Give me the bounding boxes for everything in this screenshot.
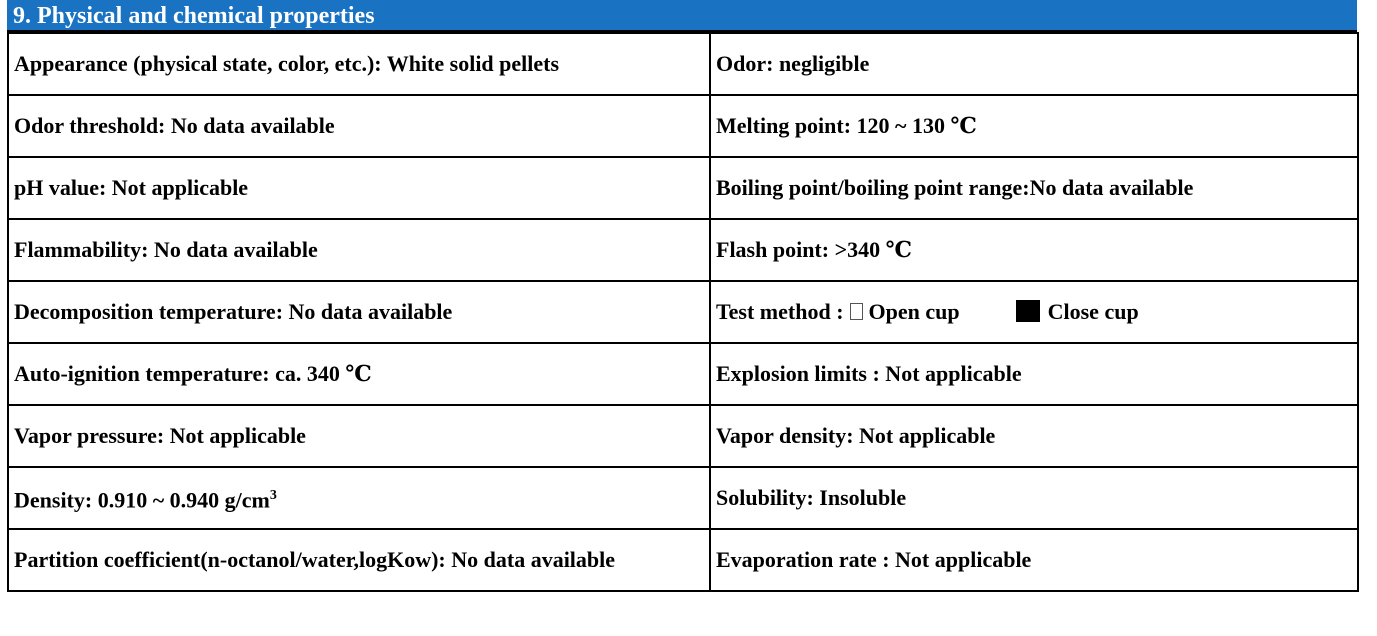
- odor-cell: Odor: negligible: [710, 33, 1358, 95]
- decomposition-temperature-cell: Decomposition temperature: No data available: [8, 281, 710, 343]
- flash-point-cell: Flash point: >340 ℃: [710, 219, 1358, 281]
- table-row: [8, 157, 1358, 219]
- explosion-limits-cell: Explosion limits : Not applicable: [710, 343, 1358, 405]
- properties-table: [7, 32, 1359, 592]
- close-cup-checkbox-icon: [1016, 300, 1040, 322]
- solubility-cell: Solubility: Insoluble: [710, 467, 1358, 529]
- close-cup-label: Close cup: [1047, 299, 1139, 324]
- vapor-pressure-cell: Vapor pressure: Not applicable: [8, 405, 710, 467]
- table-row: [8, 467, 1358, 529]
- sds-section-sheet: [7, 0, 1357, 631]
- odor-threshold-cell: Odor threshold: No data available: [8, 95, 710, 157]
- appearance-cell: Appearance (physical state, color, etc.): White solid pellets: [8, 33, 710, 95]
- partition-coefficient-cell: Partition coefficient(n-octanol/water,logKow): No data available: [8, 529, 710, 591]
- melting-point-cell: Melting point: 120 ~ 130 ℃: [710, 95, 1358, 157]
- table-row: [8, 281, 1358, 343]
- ph-value-cell: pH value: Not applicable: [8, 157, 710, 219]
- density-cell: [8, 467, 710, 529]
- table-row: [8, 529, 1358, 591]
- density-superscript: 3: [269, 487, 277, 503]
- test-method-cell: [710, 281, 1358, 343]
- section-header: [7, 0, 1357, 32]
- boiling-point-cell: Boiling point/boiling point range:No data available: [710, 157, 1358, 219]
- test-method-label: Test method :: [716, 299, 844, 324]
- flammability-cell: Flammability: No data available: [8, 219, 710, 281]
- table-row: [8, 33, 1358, 95]
- table-row: [8, 95, 1358, 157]
- section-title: 9. Physical and chemical properties: [13, 3, 375, 29]
- table-row: [8, 219, 1358, 281]
- table-row: [8, 343, 1358, 405]
- density-label: Density: 0.910 ~ 0.940 g/cm: [14, 487, 270, 513]
- open-cup-checkbox-icon: [850, 303, 863, 320]
- evaporation-rate-cell: Evaporation rate : Not applicable: [710, 529, 1358, 591]
- vapor-density-cell: Vapor density: Not applicable: [710, 405, 1358, 467]
- open-cup-label: Open cup: [868, 299, 960, 324]
- table-row: [8, 405, 1358, 467]
- auto-ignition-temperature-cell: Auto-ignition temperature: ca. 340 ℃: [8, 343, 710, 405]
